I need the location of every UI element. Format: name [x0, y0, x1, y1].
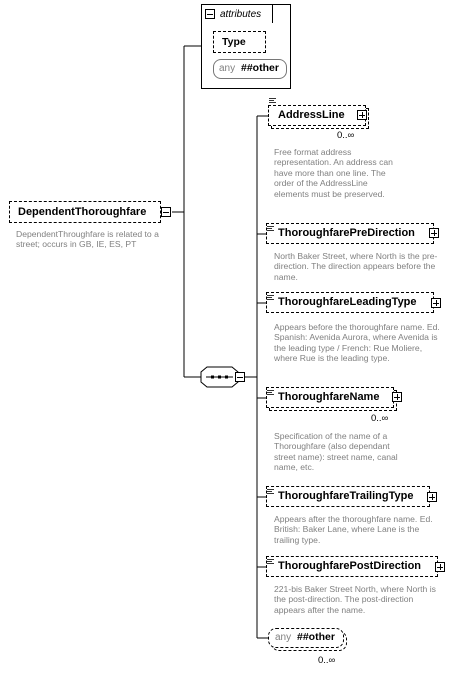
element-thoroughfarepredirection-name: ThoroughfarePreDirection: [278, 227, 415, 239]
element-thoroughfarepredirection-doc: North Baker Street, where North is the pre-direction. The direction appears before the name.: [274, 251, 438, 282]
expand-icon[interactable]: [427, 492, 437, 502]
attribute-any-prefix: any: [219, 63, 236, 74]
any-other-prefix: any: [275, 632, 292, 643]
element-type-icon: [267, 295, 275, 301]
attribute-type-label: Type: [222, 36, 246, 48]
element-thoroughfaretrailingtype-doc: Appears after the thoroughfare name. Ed. British: Baker Lane, where Lane is the trailing type.: [274, 514, 433, 545]
element-thoroughfarepostdirection-doc: 221-bis Baker Street North, where North is the post-direction. The post-direction appears after the name.: [274, 584, 436, 615]
attributes-collapse-icon[interactable]: [205, 9, 215, 19]
collapse-icon[interactable]: [161, 207, 171, 217]
element-addressline-doc: Free format address representation. An address can have more than one line. The order of the AddressLine elements must be preserved.: [274, 147, 393, 199]
element-thoroughfaretrailingtype-name: ThoroughfareTrailingType: [278, 490, 414, 502]
expand-icon[interactable]: [435, 562, 445, 572]
element-type-icon: [267, 559, 275, 565]
element-type-icon: [267, 489, 275, 495]
expand-icon[interactable]: [357, 110, 367, 120]
root-element-name: DependentThoroughfare: [18, 206, 147, 218]
element-thoroughfarename-doc: Specification of the name of a Thoroughfare (also dependant street name): street name, canal name, etc.: [274, 431, 398, 473]
expand-icon[interactable]: [431, 298, 441, 308]
element-thoroughfarepostdirection-name: ThoroughfarePostDirection: [278, 560, 422, 572]
expand-icon[interactable]: [429, 228, 439, 238]
element-thoroughfareleadingtype-doc: Appears before the thoroughfare name. Ed. Spanish: Avenida Aurora, where Avenida is the leading type / French: Rue Moliere, where Rue is the leading type.: [274, 322, 440, 364]
root-element-doc: DependentThroughfare is related to a street; occurs in GB, IE, ES, PT: [16, 229, 159, 250]
element-type-icon: [269, 98, 277, 104]
element-type-icon: [267, 226, 275, 232]
element-thoroughfarename-multiplicity: 0..∞: [371, 413, 389, 424]
element-type-icon: [267, 390, 275, 396]
sequence-collapse-icon[interactable]: [235, 372, 245, 382]
element-thoroughfareleadingtype-name: ThoroughfareLeadingType: [278, 296, 417, 308]
element-addressline-name: AddressLine: [278, 109, 345, 121]
expand-icon[interactable]: [392, 392, 402, 402]
element-addressline-multiplicity: 0..∞: [337, 130, 355, 141]
attributes-title: attributes: [220, 9, 262, 20]
attribute-any-value: ##other: [241, 62, 279, 74]
element-thoroughfarename-name: ThoroughfareName: [278, 391, 380, 403]
any-other-multiplicity: 0..∞: [318, 655, 336, 666]
any-other-value: ##other: [297, 631, 335, 643]
